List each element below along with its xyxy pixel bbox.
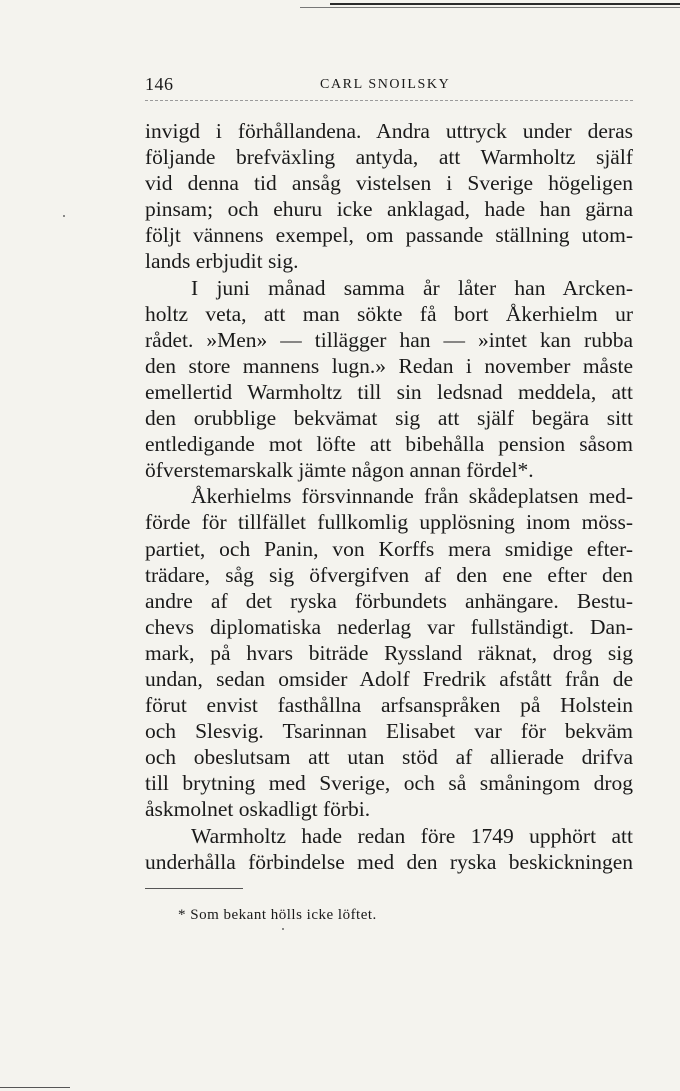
paragraph-start-line: Warmholtz hade redan före 1749 upphört att [191,823,633,848]
paper-speck [282,928,284,930]
text-line: lands erbjudit sig. [145,249,299,274]
page-header [145,74,633,96]
text-line: den orubblige bekvämat sig att själf begära sitt [145,406,633,431]
footnote-rule [145,888,243,889]
page-top-edge [330,3,680,5]
text-line: invigd i förhållandena. Andra uttryck under deras [145,119,633,143]
footnote: * Som bekant hölls icke löftet. [178,907,377,923]
text-line: undan, sedan omsider Adolf Fredrik afstått från de [145,666,633,691]
text-line: till brytning med Sverige, och så småningom drog [145,771,633,796]
text-line: entledigande mot löfte att bibehålla pension såsom [145,432,633,457]
text-line: följt vännens exempel, om passande ställning utom- [145,223,633,248]
page-top-edge-shadow [300,7,680,8]
text-line: emellertid Warmholtz till sin ledsnad meddela, att [145,379,633,404]
page-bottom-edge [0,1087,70,1088]
text-line: andre af det ryska förbundets anhängare. Bestu- [145,588,633,613]
paper-speck [63,215,65,217]
text-line: och obeslutsam att utan stöd af allierade drifva [145,745,633,770]
text-line: den store mannens lugn.» Redan i november måste [145,353,633,378]
text-line: mark, på hvars biträde Ryssland räknat, drog sig [145,640,633,665]
text-line: åskmolnet oskadligt förbi. [145,797,371,822]
text-line: partiet, och Panin, von Korffs mera smidige efter- [145,536,633,561]
text-line: chevs diplomatiska nederlag var fullständigt. Dan- [145,614,633,639]
paragraph-start-line: I juni månad samma år låter han Arcken- [191,275,633,300]
text-line: öfverstemarskalk jämte någon annan fördel*. [145,458,534,483]
text-line: förde för tillfället fullkomlig upplösning inom möss- [145,510,633,535]
paragraph-start-line: Åkerhielms försvinnande från skådeplatsen med- [191,484,633,509]
text-line: pinsam; och ehuru icke anklagad, hade han gärna [145,197,633,222]
page-number: 146 [145,74,174,94]
text-line: följande brefväxling antyda, att Warmholtz själf [145,145,633,170]
running-title: CARL SNOILSKY [320,77,451,92]
text-line: förut envist fasthållna arfsanspråken på Holstein [145,693,633,718]
text-line: underhålla förbindelse med den ryska beskickningen [145,849,633,874]
text-line: vid denna tid ansåg vistelsen i Sverige högeligen [145,171,633,196]
text-line: och Slesvig. Tsarinnan Elisabet var för bekväm [145,719,633,744]
text-line: rådet. »Men» — tillägger han — »intet kan rubba [145,327,633,352]
header-rule [145,100,633,101]
text-line: trädare, såg sig öfvergifven af den ene efter den [145,562,633,587]
text-line: holtz veta, att man sökte få bort Åkerhielm ur [145,301,633,326]
body-text [145,118,633,875]
